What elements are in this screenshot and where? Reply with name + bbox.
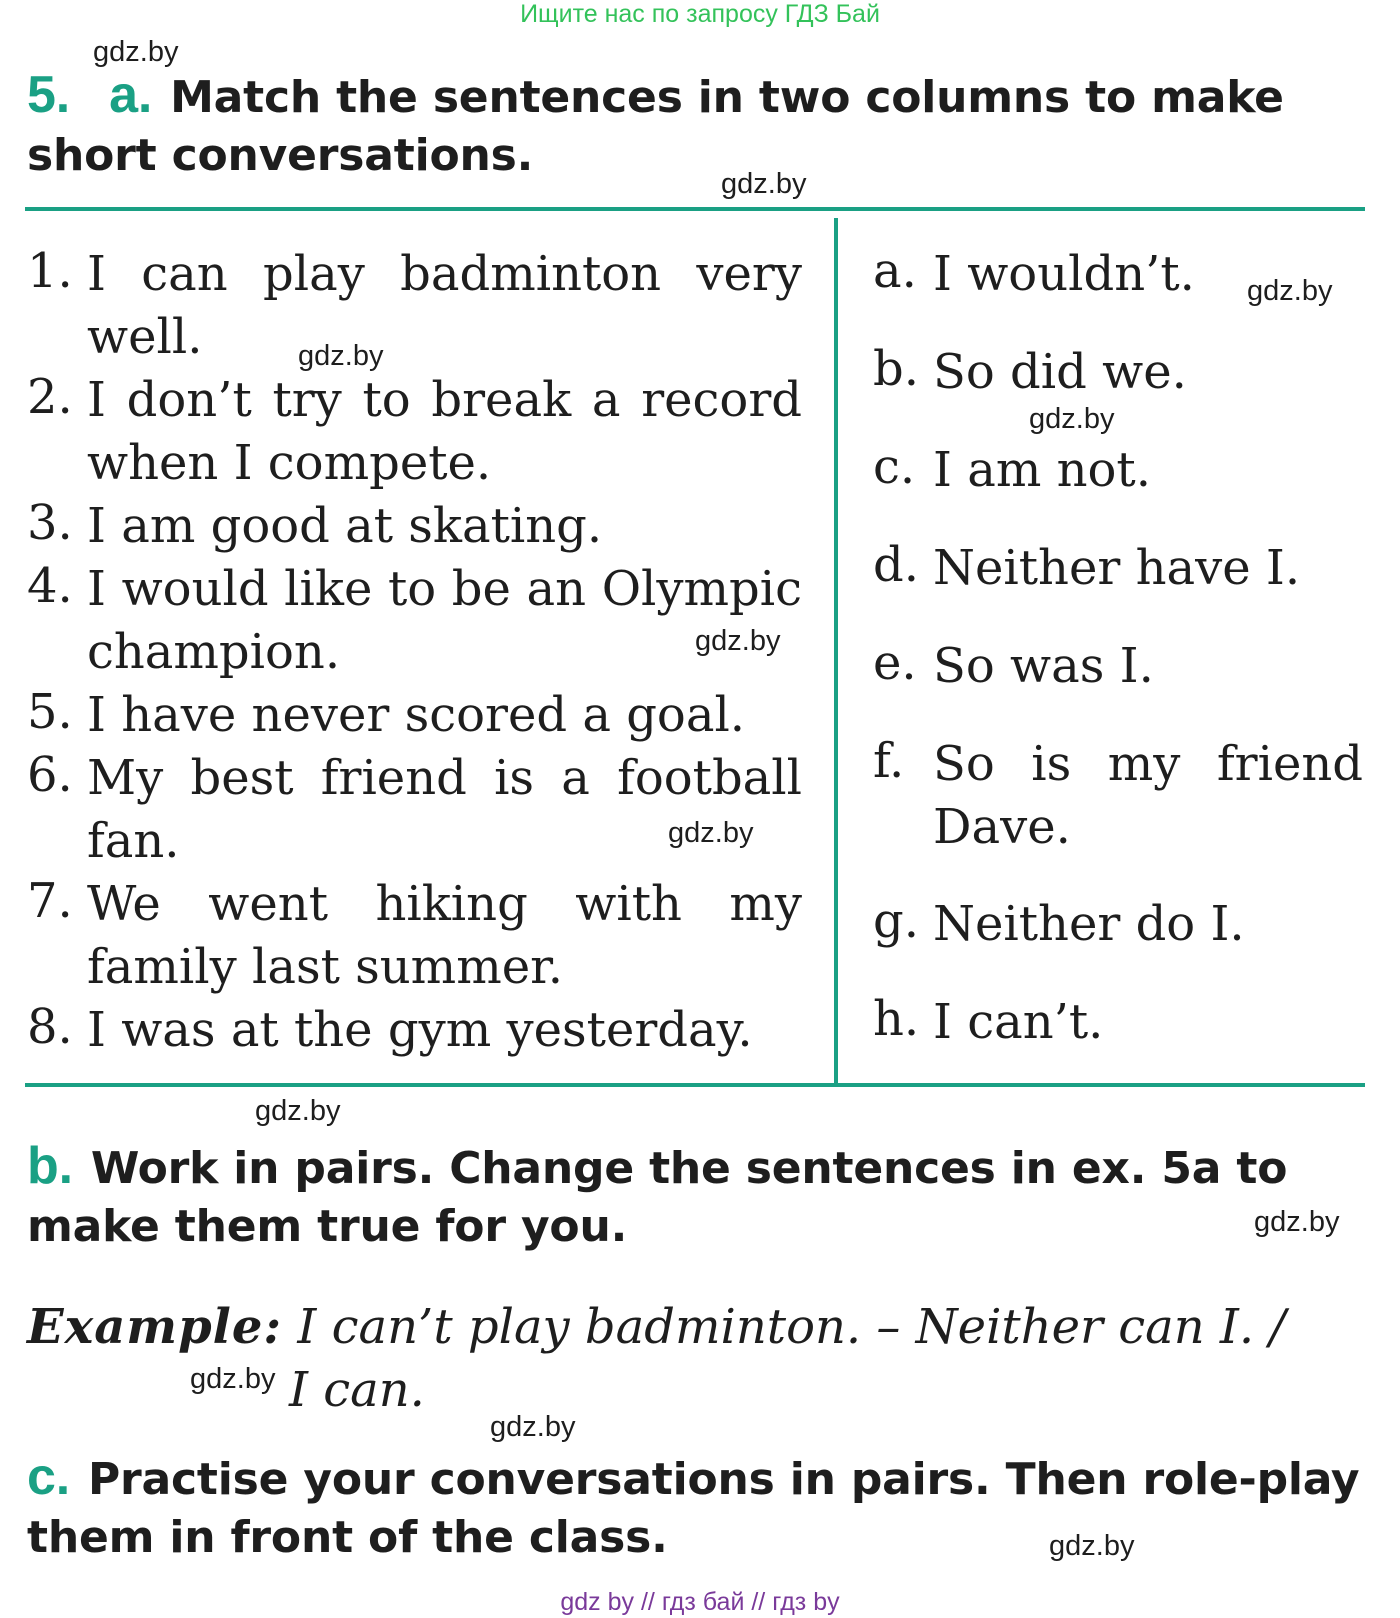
left-sentence-number: 3. (27, 495, 73, 551)
right-reply-text: I can’t. (933, 994, 1104, 1050)
right-reply-letter: e. (873, 635, 917, 691)
left-sentence-text: My best friend is a football fan. (87, 750, 802, 869)
watermark: gdz.by (1254, 1206, 1340, 1238)
table-column-divider (834, 218, 838, 1087)
right-reply-c (873, 439, 1363, 502)
exercise-a-label: a. (109, 66, 153, 124)
right-reply-e (873, 635, 1363, 698)
exercise-c-label: c. (27, 1448, 70, 1506)
left-sentence-text: I would like to be an Olympic champion. (87, 561, 802, 680)
exercise-number: 5. (27, 66, 70, 124)
left-sentence-text: I don’t try to break a record when I compete. (87, 372, 802, 491)
right-reply-letter: g. (873, 893, 919, 949)
right-reply-letter: b. (873, 341, 919, 397)
left-sentence-text: We went hiking with my family last summer. (87, 876, 802, 995)
left-sentence-7 (27, 873, 802, 999)
left-sentence-number: 4. (27, 558, 73, 614)
watermark: gdz.by (190, 1363, 276, 1395)
left-sentence-number: 8. (27, 999, 73, 1055)
watermark: gdz.by (93, 36, 179, 68)
exercise-b-heading (27, 1137, 1367, 1256)
example-label: Example: (27, 1299, 283, 1355)
left-sentence-text: I am good at skating. (87, 498, 603, 554)
right-reply-text: Neither have I. (933, 540, 1301, 596)
table-bottom-rule (25, 1083, 1365, 1087)
left-sentence-2 (27, 369, 802, 495)
left-sentence-3 (27, 495, 802, 558)
example-text-line1: I can’t play badminton. – Neither can I. / (297, 1299, 1286, 1355)
exercise-b-instruction: Work in pairs. Change the sentences in ex. 5a to make them true for you. (27, 1143, 1288, 1252)
watermark: gdz.by (668, 817, 754, 849)
watermark: gdz.by (1247, 275, 1333, 307)
right-reply-letter: a. (873, 243, 917, 299)
left-sentence-text: I can play badminton very well. (87, 246, 802, 365)
watermark: gdz.by (298, 340, 384, 372)
exercise-b-label: b. (27, 1137, 73, 1195)
exercise-a-instruction: Match the sentences in two columns to make short conversations. (27, 72, 1284, 181)
watermark: gdz.by (255, 1095, 341, 1127)
exercise-c-instruction: Practise your conversations in pairs. Then role-play them in front of the class. (27, 1454, 1360, 1563)
right-reply-d (873, 537, 1363, 600)
watermark: gdz.by (721, 168, 807, 200)
example-text-line2: I can. (289, 1362, 425, 1418)
left-sentence-text: I have never scored a goal. (87, 687, 746, 743)
right-reply-text: I wouldn’t. (933, 246, 1195, 302)
left-sentence-number: 1. (27, 243, 73, 299)
right-reply-letter: d. (873, 537, 919, 593)
watermark: gdz.by (1049, 1530, 1135, 1562)
right-reply-f (873, 733, 1363, 859)
left-sentence-number: 2. (27, 369, 73, 425)
exercise-a-heading (27, 66, 1367, 185)
right-reply-text: So did we. (933, 344, 1187, 400)
watermark: gdz.by (490, 1411, 576, 1443)
right-reply-text: So was I. (933, 638, 1154, 694)
top-banner: Ищите нас по запросу ГДЗ Бай (520, 0, 880, 28)
left-sentence-5 (27, 684, 802, 747)
table-top-rule (25, 207, 1365, 211)
watermark: gdz.by (1029, 403, 1115, 435)
right-reply-h (873, 991, 1363, 1054)
right-reply-b (873, 341, 1363, 404)
left-sentence-6 (27, 747, 802, 873)
right-reply-letter: c. (873, 439, 916, 495)
left-sentence-text: I was at the gym yesterday. (87, 1002, 753, 1058)
bottom-banner: gdz by // гдз бай // гдз by (560, 1588, 840, 1616)
watermark: gdz.by (695, 625, 781, 657)
right-reply-text: I am not. (933, 442, 1151, 498)
example-block (27, 1296, 1372, 1422)
right-reply-letter: f. (873, 733, 905, 789)
left-sentence-number: 7. (27, 873, 73, 929)
exercise-c-heading (27, 1448, 1367, 1567)
left-sentence-number: 5. (27, 684, 73, 740)
left-sentence-4 (27, 558, 802, 684)
right-reply-text: So is my friend Dave. (933, 736, 1363, 855)
right-reply-g (873, 893, 1363, 956)
left-sentence-8 (27, 999, 802, 1062)
left-sentence-number: 6. (27, 747, 73, 803)
right-reply-letter: h. (873, 991, 920, 1047)
left-sentence-1 (27, 243, 802, 369)
right-reply-text: Neither do I. (933, 896, 1245, 952)
